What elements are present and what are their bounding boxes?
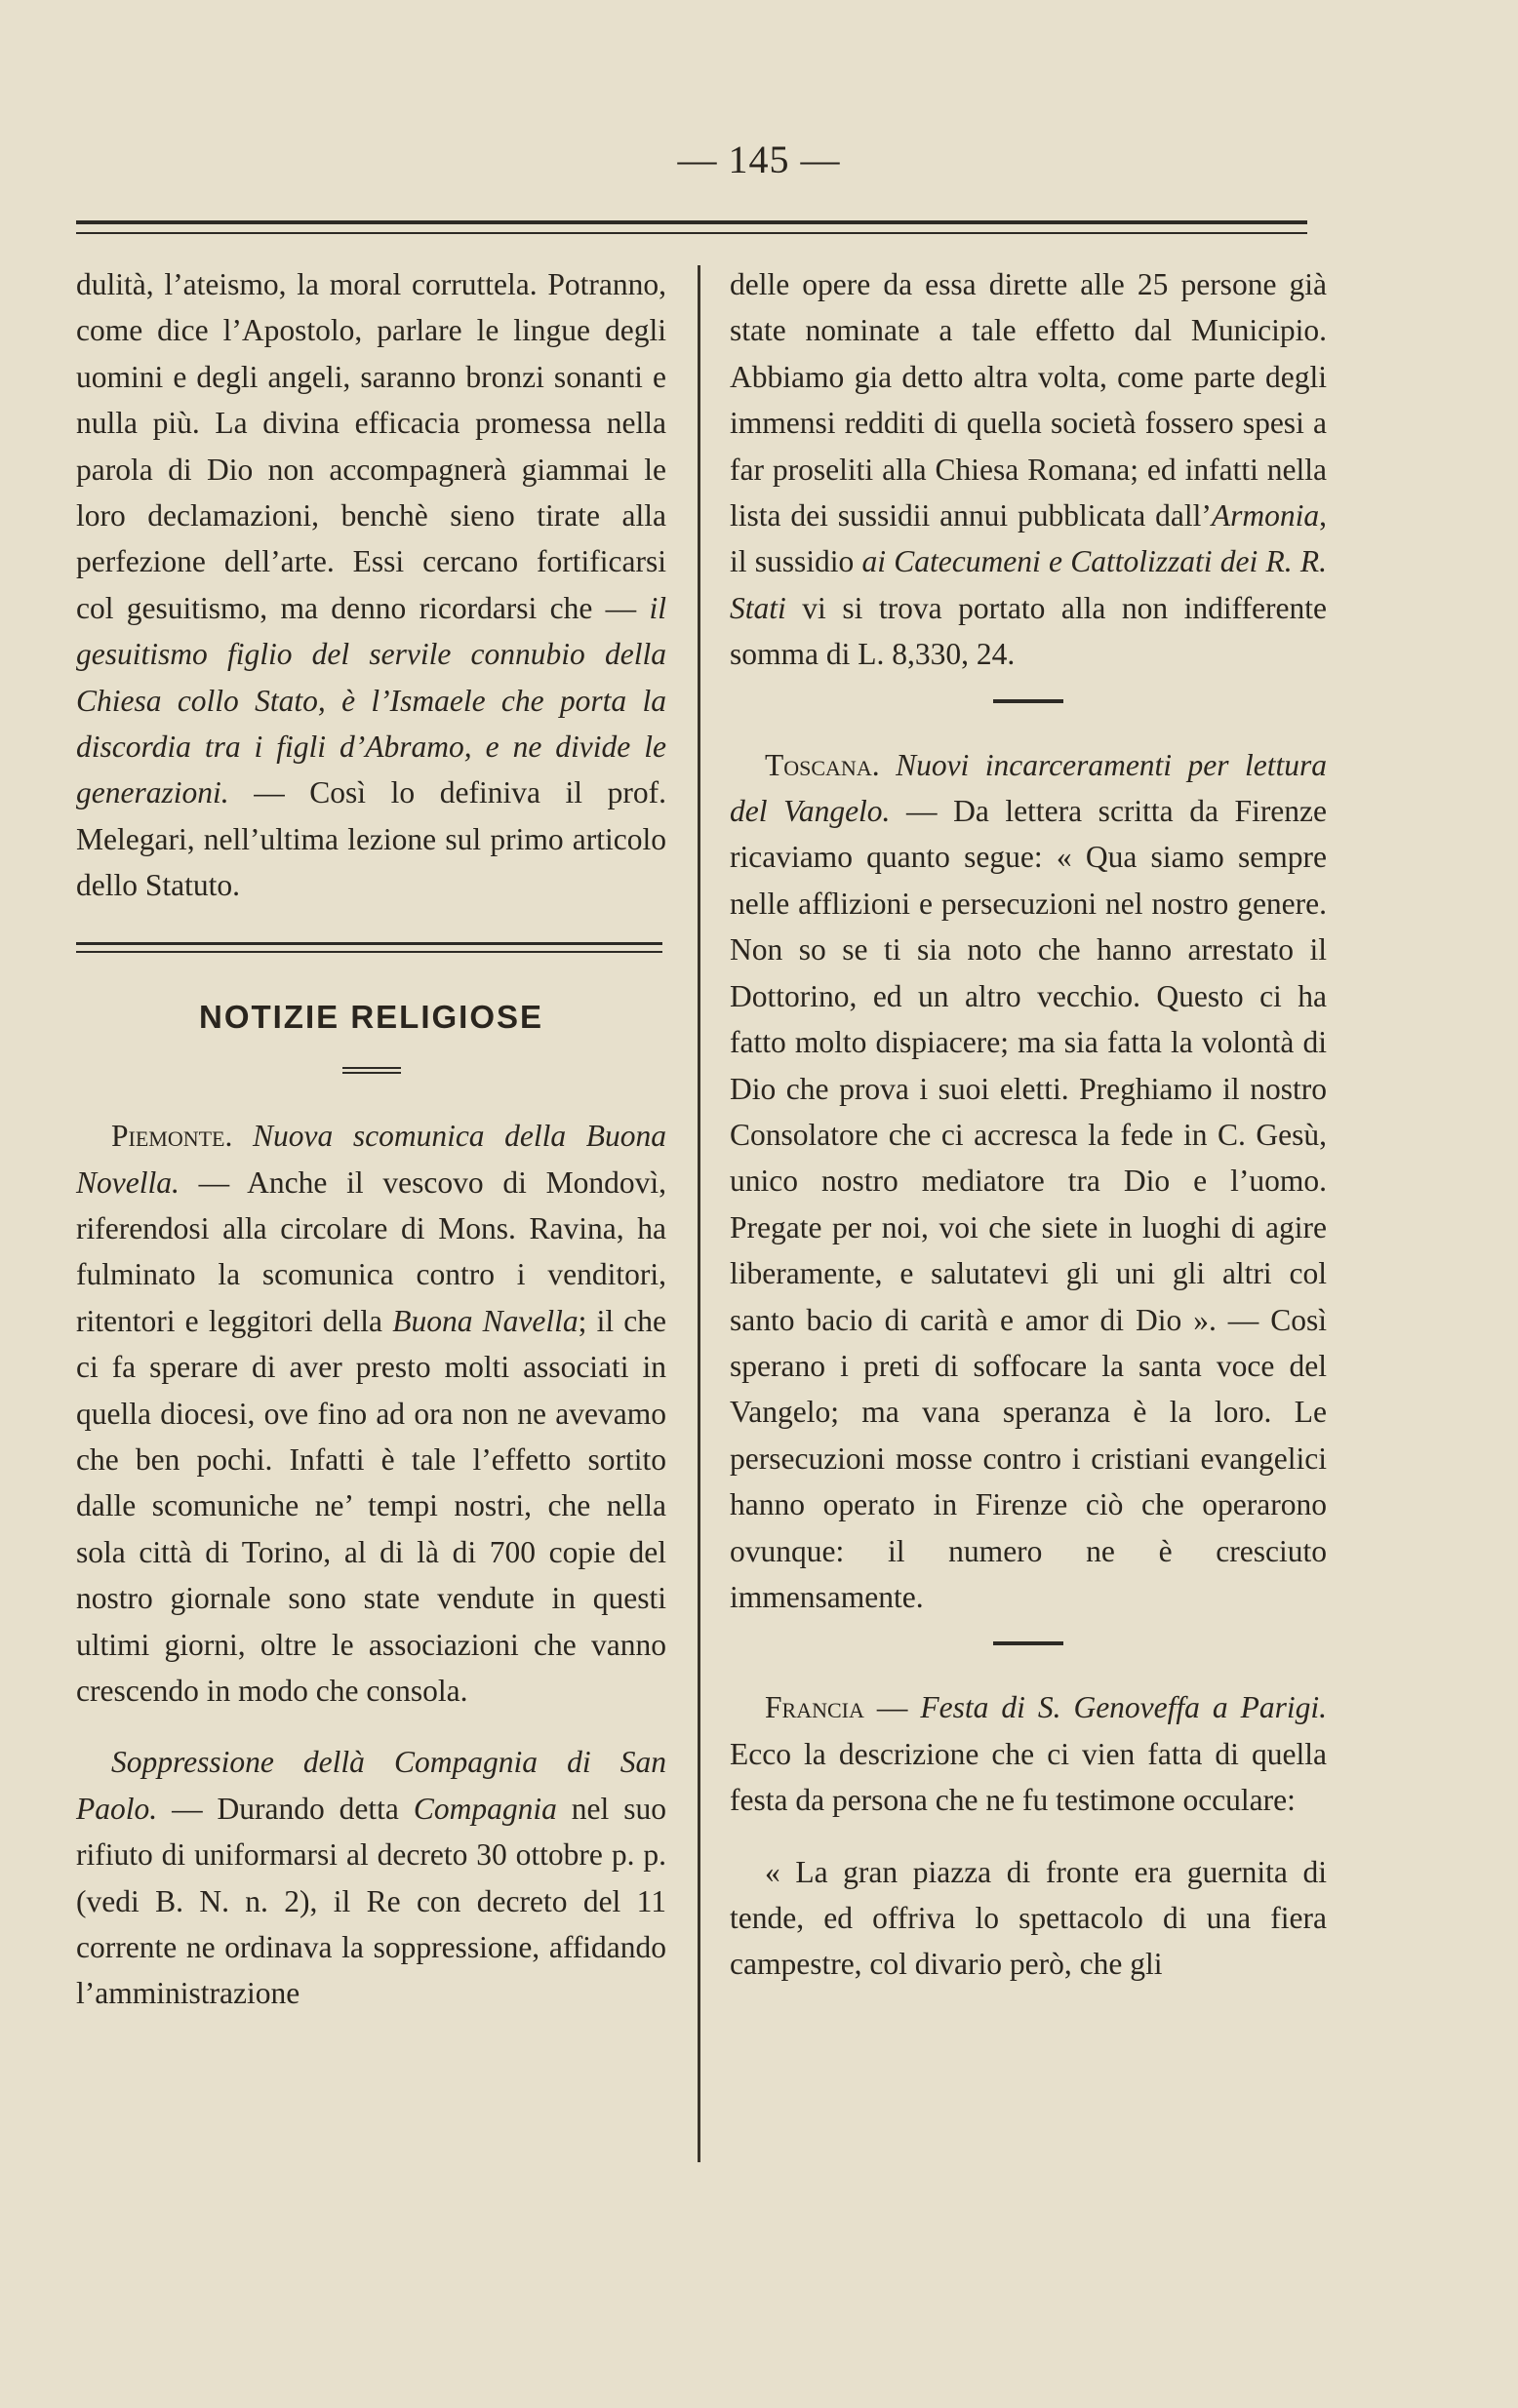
heading-short-rule <box>342 1067 401 1074</box>
francia-paragraph: Francia — Festa di S. Genoveffa a Parigi. Ecco la descrizione che ci vien fatta di quella festa da persona che ne fu testimone occulare: <box>730 1690 1328 1818</box>
soppressione-text-a: — Durando detta <box>157 1791 414 1826</box>
soppressione-text-b: Compagnia <box>413 1791 557 1826</box>
piemonte-text-b: Buona Navella <box>392 1303 579 1338</box>
soppressione-title: Soppressione dellà Compagnia di San Paolo. <box>76 1745 666 1826</box>
piemonte-text-c: ; il che ci fa sperare di aver presto molti associati in quella diocesi, ove fino ad ora non ne avevamo che ben pochi. Infatti è tale l’effetto sortito dalle scomuniche ne’ tempi nostri, che nella sola città di Torino, al di là di 700 copie del nostro giornale sono state vendute in questi ultimi giorni, oltre le associazioni che vanno crescendo in modo che consola. <box>76 1303 666 1708</box>
continuation-paragraph <box>730 261 1327 678</box>
toscana-text: — Da lettera scritta da Firenze ricaviamo quanto segue: « Qua siamo sempre nelle afflizioni e persecuzioni nel nostro genere. Non so se ti sia noto che hanno arrestato il Dottorino, ed un altro vecchio. Questo ci ha fatto molto dispiacere; ma sia fatta la volontà di Dio che prova i suoi eletti. Preghiamo il nostro Consolatore che ci accresca la fede in C. Gesù, unico nostro mediatore tra Dio e l’uomo. Pregate per noi, voi che siete in luoghi di agire liberamente, e salutatevi gli uni gli altri col santo bacio di carità e amor di Dio ». — Così sperano i preti di soffocare la santa voce del Vangelo; ma vana speranza è la loro. Le persecuzioni mosse contro i cristiani evangelici hanno operato in Firenze ciò che operarono ovunque: il numero ne è cresciuto immensamente. <box>730 794 1328 1614</box>
separator-rule <box>993 1641 1063 1645</box>
continuation-b: Armonia <box>1211 498 1320 533</box>
piemonte-paragraph <box>76 1113 666 1714</box>
continuation-d: ai Catecumeni e Cattolizzati dei R. R. Stati <box>730 544 1327 625</box>
continuation-c: , il sussidio <box>730 498 1327 579</box>
piemonte-text-a: — Anche il vescovo di Mondovì, riferendosi alla circolare di Mons. Ravina, ha fulminato la scomunica contro i venditori, ritentori e leggitori della <box>76 1165 666 1338</box>
soppressione-text-c: nel suo rifiuto di uniformarsi al decreto 30 ottobre p. p. (vedi B. N. n. 2), il Re con decreto del 11 corrente ne ordinava la soppressione, affidando l’amministrazione <box>76 1791 666 2011</box>
francia-quote: « La gran piazza di fronte era guernita di tende, ed offriva lo spettacolo di una fiera campestre, col divario però, che gli <box>730 1854 1327 1982</box>
francia-place: Francia <box>765 1690 864 1725</box>
francia-text: Ecco la descrizione che ci vien fatta di quella festa da persona che ne fu testimone occulare: <box>730 1736 1327 1818</box>
toscana-place: Toscana. <box>765 747 880 782</box>
continuation-e: vi si trova portato alla non indifferente somma di L. 8,330, 24. <box>730 590 1327 672</box>
intro-paragraph <box>76 261 666 909</box>
piemonte-title: Nuova scomunica della Buona Novella. <box>76 1119 666 1200</box>
intro-end: — Così lo definiva il prof. Melegari, nell’ultima lezione sul primo articolo dello Statuto. <box>76 775 666 903</box>
toscana-title: Nuovi incarceramenti per lettura del Vangelo. <box>730 747 1327 829</box>
page-number: — 145 — <box>677 138 841 181</box>
left-column <box>76 261 666 2017</box>
column-divider <box>698 265 700 2162</box>
continuation-a: delle opere da essa dirette alle 25 persone già state nominate a tale effetto dal Municipio. Abbiamo gia detto altra volta, come parte degli immensi redditi di quella società fossero spesi a far proseliti alla Chiesa Romana; ed infatti nella lista dei sussidii annui pubblicata dall’ <box>730 267 1327 533</box>
right-column <box>730 261 1327 1988</box>
section-rule <box>76 942 662 953</box>
piemonte-place: Piemonte. <box>111 1119 233 1154</box>
francia-title: Festa di S. Genoveffa a Parigi. <box>920 1690 1328 1725</box>
soppressione-paragraph <box>76 1739 666 2016</box>
intro-text: dulità, l’ateismo, la moral corruttela. Potranno, come dice l’Apostolo, parlare le lingue degli uomini e degli angeli, saranno bronzi sonanti e nulla più. La divina efficacia promessa nella parola di Dio non accompagnerà giammai le loro declamazioni, benchè sieno tirate alla perfezione dell’arte. Essi cercano fortificarsi col gesuitismo, ma denno ricordarsi che — <box>76 267 666 625</box>
separator-rule <box>993 699 1063 703</box>
toscana-paragraph <box>730 742 1327 1621</box>
intro-quote: il gesuitismo figlio del servile connubio della Chiesa collo Stato, è l’Ismaele che porta la discordia tra i figli d’Abramo, e ne divide le generazioni. <box>76 590 667 810</box>
section-heading: NOTIZIE RELIGIOSE <box>198 998 544 1035</box>
header-rule <box>76 220 1307 234</box>
